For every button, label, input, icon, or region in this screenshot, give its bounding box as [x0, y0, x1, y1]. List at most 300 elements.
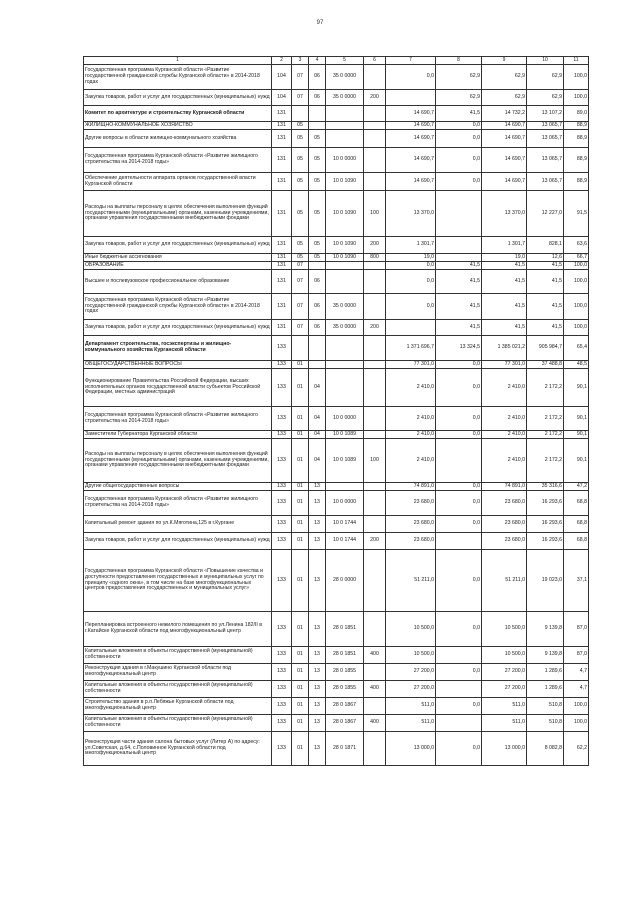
row-value-cell [364, 173, 386, 191]
row-value-cell: 133 [272, 483, 292, 491]
row-value-cell: 06 [309, 320, 326, 336]
row-value-cell: 05 [292, 122, 309, 130]
row-value-cell: 68,8 [564, 491, 589, 516]
row-name-cell: Закупка товаров, работ и услуг для государственных (муниципальных) нужд [84, 533, 272, 550]
row-value-cell [326, 483, 364, 491]
table-row [84, 369, 589, 407]
row-value-cell: 0,0 [386, 262, 436, 270]
table-row [84, 732, 589, 766]
row-value-cell: 13 065,7 [527, 130, 564, 148]
row-value-cell: 131 [272, 320, 292, 336]
row-value-cell: 28 0 1867 [326, 715, 364, 732]
row-value-cell: 0,0 [436, 130, 482, 148]
row-value-cell: 47,2 [564, 483, 589, 491]
row-value-cell: 131 [272, 173, 292, 191]
table-row [84, 681, 589, 698]
row-value-cell: 51 211,0 [482, 550, 527, 612]
row-value-cell: 133 [272, 431, 292, 439]
row-value-cell: 4,7 [564, 681, 589, 698]
row-value-cell: 23 680,0 [386, 491, 436, 516]
row-name-cell: Капитальные вложения в объекты государственной (муниципальной) собственности [84, 715, 272, 732]
row-value-cell: 133 [272, 491, 292, 516]
table-row [84, 65, 589, 90]
row-value-cell: 13 [309, 612, 326, 647]
row-value-cell: 100,0 [564, 715, 589, 732]
table-row [84, 320, 589, 336]
row-value-cell: 510,8 [527, 715, 564, 732]
column-header: 5 [326, 57, 364, 65]
row-value-cell [309, 106, 326, 122]
row-value-cell: 133 [272, 664, 292, 681]
row-value-cell: 14 690,7 [482, 130, 527, 148]
row-value-cell [364, 361, 386, 369]
row-value-cell: 41,5 [482, 262, 527, 270]
row-value-cell: 23 680,0 [386, 516, 436, 533]
row-value-cell: 01 [292, 491, 309, 516]
row-value-cell: 133 [272, 369, 292, 407]
row-value-cell: 13 370,0 [386, 191, 436, 237]
row-value-cell: 2 410,0 [386, 369, 436, 407]
row-value-cell: 100,0 [564, 698, 589, 715]
row-value-cell: 68,8 [564, 516, 589, 533]
row-value-cell: 63,6 [564, 237, 589, 254]
row-value-cell: 01 [292, 361, 309, 369]
row-value-cell: 0,0 [436, 361, 482, 369]
row-value-cell: 88,9 [564, 148, 589, 173]
row-value-cell: 14 690,7 [482, 173, 527, 191]
row-value-cell [364, 612, 386, 647]
row-value-cell: 13 370,0 [482, 191, 527, 237]
row-value-cell: 10 0 1744 [326, 516, 364, 533]
row-value-cell: 0,0 [436, 698, 482, 715]
row-value-cell: 2 172,2 [527, 431, 564, 439]
row-value-cell [436, 439, 482, 483]
row-value-cell: 1 289,6 [527, 664, 564, 681]
row-value-cell [364, 732, 386, 766]
row-value-cell [364, 516, 386, 533]
row-value-cell [364, 550, 386, 612]
row-value-cell: 27 200,0 [386, 681, 436, 698]
column-header: 7 [386, 57, 436, 65]
row-value-cell: 35 0 0000 [326, 90, 364, 106]
table-row [84, 533, 589, 550]
row-value-cell: 510,8 [527, 698, 564, 715]
row-value-cell [326, 130, 364, 148]
row-value-cell: 01 [292, 664, 309, 681]
row-value-cell: 27 200,0 [482, 681, 527, 698]
row-name-cell: Закупка товаров, работ и услуг для государственных (муниципальных) нужд [84, 90, 272, 106]
row-value-cell: 74 891,0 [482, 483, 527, 491]
row-value-cell: 66,7 [564, 254, 589, 262]
row-value-cell: 2 410,0 [482, 369, 527, 407]
row-value-cell: 01 [292, 431, 309, 439]
row-value-cell: 511,0 [386, 715, 436, 732]
row-value-cell: 13 [309, 681, 326, 698]
row-name-cell: Другие общегосударственные вопросы [84, 483, 272, 491]
row-value-cell: 2 410,0 [482, 407, 527, 431]
row-value-cell: 41,5 [527, 270, 564, 294]
row-value-cell: 2 172,2 [527, 407, 564, 431]
row-value-cell: 05 [309, 173, 326, 191]
row-value-cell: 05 [309, 191, 326, 237]
table-row [84, 516, 589, 533]
row-value-cell [436, 191, 482, 237]
row-value-cell: 41,5 [527, 262, 564, 270]
row-value-cell [436, 681, 482, 698]
page-number: 97 [316, 20, 324, 26]
row-value-cell [309, 361, 326, 369]
row-value-cell: 51 211,0 [386, 550, 436, 612]
column-header: 11 [564, 57, 589, 65]
row-value-cell [326, 270, 364, 294]
row-value-cell: 131 [272, 122, 292, 130]
row-value-cell: 05 [309, 130, 326, 148]
row-value-cell: 2 410,0 [386, 407, 436, 431]
row-name-cell: Государственная программа Курганской области «Развитие государственной гражданской службы Курганской области» в 2014-2018 годах [84, 294, 272, 320]
row-value-cell: 41,5 [436, 294, 482, 320]
row-value-cell: 828,1 [527, 237, 564, 254]
row-value-cell: 10 0 1090 [326, 191, 364, 237]
row-name-cell: ОБЩЕГОСУДАРСТВЕННЫЕ ВОПРОСЫ [84, 361, 272, 369]
row-value-cell: 01 [292, 732, 309, 766]
row-value-cell: 10 0 1744 [326, 533, 364, 550]
column-header: 1 [84, 57, 272, 65]
row-value-cell: 01 [292, 533, 309, 550]
row-value-cell: 10 0 1089 [326, 431, 364, 439]
row-name-cell: Капитальный ремонт здания по ул.К.Мяготина,125 в г.Кургане [84, 516, 272, 533]
row-value-cell: 16 293,6 [527, 491, 564, 516]
row-value-cell: 19,0 [482, 254, 527, 262]
row-name-cell: ЖИЛИЩНО-КОММУНАЛЬНОЕ ХОЗЯЙСТВО [84, 122, 272, 130]
row-name-cell: Государственная программа Курганской области «Развитие жилищного строительства на 2014-2018 годы» [84, 491, 272, 516]
row-value-cell: 28 0 1867 [326, 698, 364, 715]
row-value-cell [364, 65, 386, 90]
row-value-cell: 28 0 0000 [326, 550, 364, 612]
row-value-cell: 07 [292, 270, 309, 294]
row-value-cell: 62,9 [527, 90, 564, 106]
row-value-cell: 35 0 0000 [326, 320, 364, 336]
row-value-cell: 10 0 1090 [326, 173, 364, 191]
row-value-cell: 104 [272, 90, 292, 106]
row-value-cell: 90,1 [564, 431, 589, 439]
row-value-cell: 07 [292, 294, 309, 320]
row-value-cell: 05 [292, 191, 309, 237]
column-header: 10 [527, 57, 564, 65]
row-value-cell: 77 301,0 [386, 361, 436, 369]
row-value-cell: 0,0 [436, 612, 482, 647]
row-value-cell: 0,0 [436, 122, 482, 130]
table-row [84, 270, 589, 294]
row-name-cell: Закупка товаров, работ и услуг для государственных (муниципальных) нужд [84, 237, 272, 254]
row-value-cell: 13 324,5 [436, 336, 482, 361]
row-value-cell: 133 [272, 407, 292, 431]
row-name-cell: Реконструкция части здания салона бытовых услуг (Литер А) по адресу: ул.Советская, д.64, с.Половинное Курганской области под многофункциональный центр [84, 732, 272, 766]
row-value-cell: 16 293,6 [527, 533, 564, 550]
row-value-cell: 100 [364, 191, 386, 237]
row-name-cell: Государственная программа Курганской области «Развитие государственной гражданской службы Курганской области» в 2014-2018 годах [84, 65, 272, 90]
row-value-cell [364, 698, 386, 715]
row-value-cell: 10 0 1090 [326, 254, 364, 262]
row-value-cell: 28 0 1851 [326, 647, 364, 664]
row-value-cell: 35 0 0000 [326, 294, 364, 320]
row-name-cell: Комитет по архитектуре и строительству Курганской области [84, 106, 272, 122]
row-value-cell: 133 [272, 681, 292, 698]
row-value-cell [292, 336, 309, 361]
row-value-cell: 10 500,0 [482, 612, 527, 647]
row-value-cell: 13 065,7 [527, 173, 564, 191]
row-value-cell: 511,0 [482, 698, 527, 715]
row-value-cell [364, 369, 386, 407]
row-value-cell: 131 [272, 294, 292, 320]
row-value-cell: 28 0 1855 [326, 681, 364, 698]
row-value-cell [364, 431, 386, 439]
row-value-cell: 01 [292, 698, 309, 715]
row-value-cell: 10 0 0000 [326, 148, 364, 173]
row-value-cell: 41,5 [482, 320, 527, 336]
row-value-cell: 131 [272, 254, 292, 262]
row-value-cell: 0,0 [436, 664, 482, 681]
row-value-cell: 88,9 [564, 130, 589, 148]
row-value-cell: 14 690,7 [386, 122, 436, 130]
row-value-cell: 07 [292, 90, 309, 106]
row-value-cell: 100,0 [564, 65, 589, 90]
row-value-cell: 13 [309, 550, 326, 612]
table-row [84, 431, 589, 439]
row-value-cell [436, 533, 482, 550]
row-value-cell: 90,1 [564, 369, 589, 407]
row-value-cell: 13 107,2 [527, 106, 564, 122]
row-value-cell: 9 139,8 [527, 647, 564, 664]
table-row [84, 148, 589, 173]
row-value-cell [436, 647, 482, 664]
row-value-cell: 48,5 [564, 361, 589, 369]
table-row [84, 122, 589, 130]
row-value-cell: 01 [292, 516, 309, 533]
row-value-cell: 28 0 1855 [326, 664, 364, 681]
row-value-cell: 13 [309, 483, 326, 491]
table-row [84, 90, 589, 106]
row-value-cell: 04 [309, 407, 326, 431]
row-value-cell: 104 [272, 65, 292, 90]
row-value-cell: 2 172,2 [527, 369, 564, 407]
row-value-cell [386, 320, 436, 336]
row-value-cell [386, 90, 436, 106]
row-name-cell: Закупка товаров, работ и услуг для государственных (муниципальных) нужд [84, 320, 272, 336]
row-value-cell [326, 262, 364, 270]
row-value-cell: 0,0 [386, 270, 436, 294]
row-value-cell: 62,9 [482, 90, 527, 106]
row-value-cell: 200 [364, 533, 386, 550]
row-value-cell: 41,5 [436, 320, 482, 336]
row-value-cell: 01 [292, 681, 309, 698]
row-value-cell: 133 [272, 516, 292, 533]
row-value-cell: 37 488,8 [527, 361, 564, 369]
row-value-cell: 91,5 [564, 191, 589, 237]
row-value-cell: 06 [309, 65, 326, 90]
row-value-cell: 100 [364, 439, 386, 483]
row-value-cell: 2 410,0 [482, 439, 527, 483]
row-value-cell [326, 122, 364, 130]
row-value-cell: 10 0 0000 [326, 407, 364, 431]
row-value-cell: 41,5 [436, 262, 482, 270]
row-value-cell: 905 984,7 [527, 336, 564, 361]
row-value-cell: 13 [309, 664, 326, 681]
row-value-cell: 23 680,0 [482, 516, 527, 533]
row-value-cell: 100,0 [564, 262, 589, 270]
column-header: 2 [272, 57, 292, 65]
table-row [84, 336, 589, 361]
row-value-cell: 23 680,0 [386, 533, 436, 550]
row-value-cell: 04 [309, 439, 326, 483]
row-value-cell: 13 000,0 [482, 732, 527, 766]
row-value-cell: 2 410,0 [386, 431, 436, 439]
row-value-cell: 05 [292, 254, 309, 262]
row-value-cell: 62,9 [482, 65, 527, 90]
row-name-cell: Реконструкция здания в г.Макушино Курганской области под многофункциональный центр [84, 664, 272, 681]
row-name-cell: Функционирование Правительства Российской Федерации, высших исполнительных органов государственной власти субъектов Российской Федерации, местных администраций [84, 369, 272, 407]
row-value-cell [364, 148, 386, 173]
row-value-cell: 131 [272, 270, 292, 294]
row-name-cell: Высшее и послевузовское профессиональное образование [84, 270, 272, 294]
row-value-cell: 28 0 1871 [326, 732, 364, 766]
row-value-cell: 0,0 [436, 369, 482, 407]
row-value-cell: 13 [309, 732, 326, 766]
row-value-cell: 14 690,7 [386, 106, 436, 122]
row-value-cell [309, 336, 326, 361]
row-value-cell: 10 0 0000 [326, 491, 364, 516]
row-value-cell [364, 483, 386, 491]
row-value-cell: 100,0 [564, 294, 589, 320]
row-value-cell: 41,5 [436, 106, 482, 122]
table-row [84, 254, 589, 262]
row-value-cell: 13 [309, 647, 326, 664]
row-value-cell: 100,0 [564, 320, 589, 336]
row-name-cell: Капитальные вложения в объекты государственной (муниципальной) собственности [84, 681, 272, 698]
table-row [84, 407, 589, 431]
row-value-cell: 0,0 [436, 550, 482, 612]
row-value-cell: 131 [272, 130, 292, 148]
row-value-cell: 14 690,7 [482, 148, 527, 173]
row-value-cell: 133 [272, 612, 292, 647]
row-value-cell: 01 [292, 612, 309, 647]
row-value-cell: 13 065,7 [527, 148, 564, 173]
row-value-cell: 06 [309, 270, 326, 294]
row-value-cell: 133 [272, 336, 292, 361]
row-value-cell: 1 385 021,2 [482, 336, 527, 361]
row-value-cell: 1 301,7 [482, 237, 527, 254]
row-value-cell: 41,5 [436, 270, 482, 294]
row-value-cell: 511,0 [386, 698, 436, 715]
row-value-cell: 01 [292, 483, 309, 491]
table-row [84, 439, 589, 483]
row-value-cell: 14 690,7 [386, 173, 436, 191]
row-value-cell: 13 065,7 [527, 122, 564, 130]
row-value-cell: 27 200,0 [386, 664, 436, 681]
row-value-cell: 04 [309, 431, 326, 439]
table-row [84, 361, 589, 369]
row-value-cell: 133 [272, 439, 292, 483]
row-value-cell: 05 [309, 148, 326, 173]
row-name-cell: Другие вопросы в области жилищно-коммунального хозяйства [84, 130, 272, 148]
row-value-cell [309, 122, 326, 130]
row-value-cell: 1 289,6 [527, 681, 564, 698]
row-value-cell: 41,5 [527, 294, 564, 320]
row-value-cell: 35 316,6 [527, 483, 564, 491]
row-value-cell [436, 237, 482, 254]
budget-table [83, 56, 589, 766]
table-row [84, 698, 589, 715]
row-value-cell: 89,0 [564, 106, 589, 122]
row-value-cell: 87,0 [564, 647, 589, 664]
row-value-cell: 200 [364, 90, 386, 106]
row-value-cell: 0,0 [386, 65, 436, 90]
row-name-cell: Обеспечение деятельности аппарата органов государственной власти Курганской области [84, 173, 272, 191]
row-name-cell: Иные бюджетные ассигнования [84, 254, 272, 262]
row-value-cell: 0,0 [436, 431, 482, 439]
row-name-cell: Строительство здания в р.п.Лебяжье Курганской области под многофункциональный центр [84, 698, 272, 715]
table-row [84, 612, 589, 647]
row-value-cell: 90,1 [564, 439, 589, 483]
table-row [84, 715, 589, 732]
row-value-cell: 8 082,8 [527, 732, 564, 766]
row-value-cell: 100,0 [564, 90, 589, 106]
row-value-cell: 05 [292, 130, 309, 148]
row-value-cell: 800 [364, 254, 386, 262]
column-header: 4 [309, 57, 326, 65]
row-value-cell: 13 [309, 491, 326, 516]
row-value-cell [326, 361, 364, 369]
row-value-cell: 0,0 [436, 148, 482, 173]
row-value-cell [364, 262, 386, 270]
row-value-cell: 06 [309, 90, 326, 106]
row-value-cell: 68,8 [564, 533, 589, 550]
row-value-cell [326, 369, 364, 407]
row-value-cell: 131 [272, 191, 292, 237]
row-value-cell: 01 [292, 715, 309, 732]
row-value-cell: 400 [364, 647, 386, 664]
row-value-cell: 10 500,0 [386, 612, 436, 647]
row-value-cell: 100,0 [564, 270, 589, 294]
row-value-cell: 37,1 [564, 550, 589, 612]
row-value-cell: 0,0 [436, 173, 482, 191]
column-header: 8 [436, 57, 482, 65]
row-value-cell: 13 [309, 533, 326, 550]
row-value-cell: 07 [292, 262, 309, 270]
row-value-cell [364, 130, 386, 148]
row-name-cell: Расходы на выплаты персоналу в целях обеспечения выполнения функций государственными (муниципальными) органами, казенными учреждениями, органами управления государственными внебюджетными фондами [84, 439, 272, 483]
table-row [84, 237, 589, 254]
row-value-cell: 14 732,2 [482, 106, 527, 122]
row-value-cell: 13 000,0 [386, 732, 436, 766]
row-value-cell: 200 [364, 320, 386, 336]
row-value-cell: 0,0 [436, 732, 482, 766]
row-value-cell [364, 664, 386, 681]
row-value-cell: 41,5 [527, 320, 564, 336]
row-value-cell: 05 [309, 254, 326, 262]
row-value-cell: 0,0 [386, 294, 436, 320]
row-value-cell: 01 [292, 407, 309, 431]
row-value-cell: 2 410,0 [482, 431, 527, 439]
row-value-cell: 10 500,0 [482, 647, 527, 664]
row-value-cell: 400 [364, 715, 386, 732]
row-value-cell: 62,9 [527, 65, 564, 90]
row-value-cell: 10 0 1090 [326, 237, 364, 254]
row-value-cell: 01 [292, 647, 309, 664]
row-value-cell: 35 0 0000 [326, 65, 364, 90]
column-header: 6 [364, 57, 386, 65]
row-value-cell: 13 [309, 516, 326, 533]
row-value-cell: 0,0 [436, 483, 482, 491]
